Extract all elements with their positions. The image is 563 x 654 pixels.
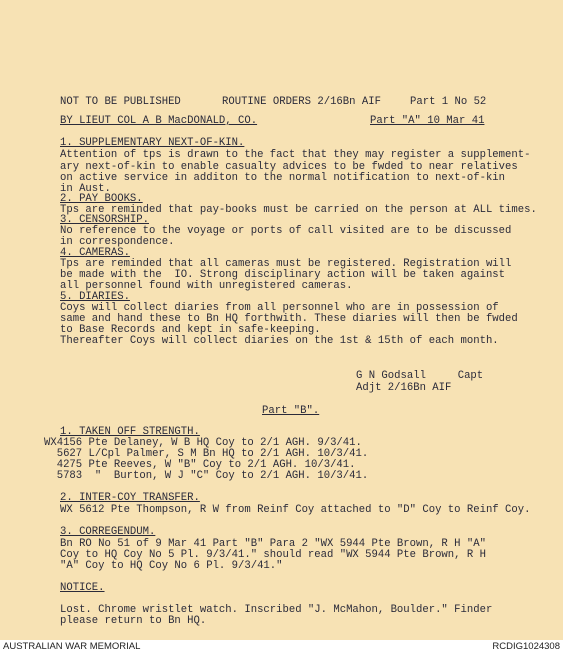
- text-line: to Base Records and kept in safe-keeping.: [60, 324, 321, 336]
- strength-entry: 5783 " Burton, W J "C" Coy to 2/1 AGH. 10/3/41.: [44, 470, 369, 482]
- text-line: in Aust.: [60, 183, 111, 195]
- text-line: No reference to the voyage or ports of call visited are to be discussed: [60, 225, 512, 237]
- text-line: Tps are reminded that pay-books must be carried on the person at ALL times.: [60, 204, 537, 216]
- section-heading: 1. TAKEN OFF STRENGTH.: [60, 426, 200, 438]
- text-line: ary next-of-kin to enable casualty advices to be fwded to near relatives: [60, 161, 518, 173]
- text-line: Bn RO No 51 of 9 Mar 41 Part "B" Para 2 "WX 5944 Pte Brown, R H "A": [60, 538, 486, 550]
- text-line: Coys will collect diaries from all personnel who are in possession of: [60, 302, 499, 314]
- strength-entry: WX4156 Pte Delaney, W B HQ Coy to 2/1 AGH. 9/3/41.: [44, 437, 362, 449]
- routine-orders-title: ROUTINE ORDERS 2/16Bn AIF: [222, 96, 381, 108]
- text-line: in correspondence.: [60, 236, 175, 248]
- text-line: Lost. Chrome wristlet watch. Inscribed "J. McMahon, Boulder." Finder: [60, 604, 493, 616]
- strength-entry: 5627 L/Cpl Palmer, S M Bn HQ to 2/1 AGH. 10/3/41.: [44, 448, 369, 460]
- section-heading: 2. INTER-COY TRANSFER.: [60, 492, 200, 504]
- text-line: all personnel found with unregistered cameras.: [60, 280, 353, 292]
- text-line: please return to Bn HQ.: [60, 615, 207, 627]
- text-line: Thereafter Coys will collect diaries on the 1st & 15th of each month.: [60, 335, 499, 347]
- section-heading: 3. CENSORSHIP.: [60, 214, 150, 226]
- section-heading: 3. CORREGENDUM.: [60, 526, 156, 538]
- text-line: "A" Coy to HQ Coy No 6 Pl. 9/3/41.": [60, 560, 283, 572]
- archive-reference: RCDIG1024308: [492, 641, 560, 652]
- signature-name: G N Godsall Capt: [356, 370, 484, 382]
- archive-footer: [0, 640, 563, 654]
- section-heading: NOTICE.: [60, 582, 105, 594]
- section-heading: 4. CAMERAS.: [60, 247, 130, 259]
- archive-name: AUSTRALIAN WAR MEMORIAL: [3, 641, 141, 652]
- text-line: on active service in additon to the normal notification to next-of-kin: [60, 172, 506, 184]
- section-heading: 2. PAY BOOKS.: [60, 193, 143, 205]
- part-number: Part 1 No 52: [410, 96, 487, 108]
- text-line: same and hand these to Bn HQ forthwith. These diaries will then be fwded: [60, 313, 518, 325]
- section-heading: 5. DIARIES.: [60, 291, 130, 303]
- signature-title: Adjt 2/16Bn AIF: [356, 382, 452, 394]
- authority-line: BY LIEUT COL A B MacDONALD, CO.: [60, 115, 258, 127]
- not-published-label: NOT TO BE PUBLISHED: [60, 96, 181, 108]
- text-line: Attention of tps is drawn to the fact that they may register a supplement-: [60, 149, 531, 161]
- text-line: Coy to HQ Coy No 5 Pl. 9/3/41." should read "WX 5944 Pte Brown, R H: [60, 549, 486, 561]
- text-line: Tps are reminded that all cameras must be registered. Registration will: [60, 258, 512, 270]
- section-heading: 1. SUPPLEMENTARY NEXT-OF-KIN.: [60, 137, 245, 149]
- part-b-title: Part "B".: [262, 405, 320, 417]
- strength-entry: 4275 Pte Reeves, W "B" Coy to 2/1 AGH. 10/3/41.: [44, 459, 356, 471]
- text-line: be made with the IO. Strong disciplinary action will be taken against: [60, 269, 506, 281]
- part-a-date: Part "A" 10 Mar 41: [370, 115, 485, 127]
- transfer-entry: WX 5612 Pte Thompson, R W from Reinf Coy attached to "D" Coy to Reinf Coy.: [60, 504, 531, 516]
